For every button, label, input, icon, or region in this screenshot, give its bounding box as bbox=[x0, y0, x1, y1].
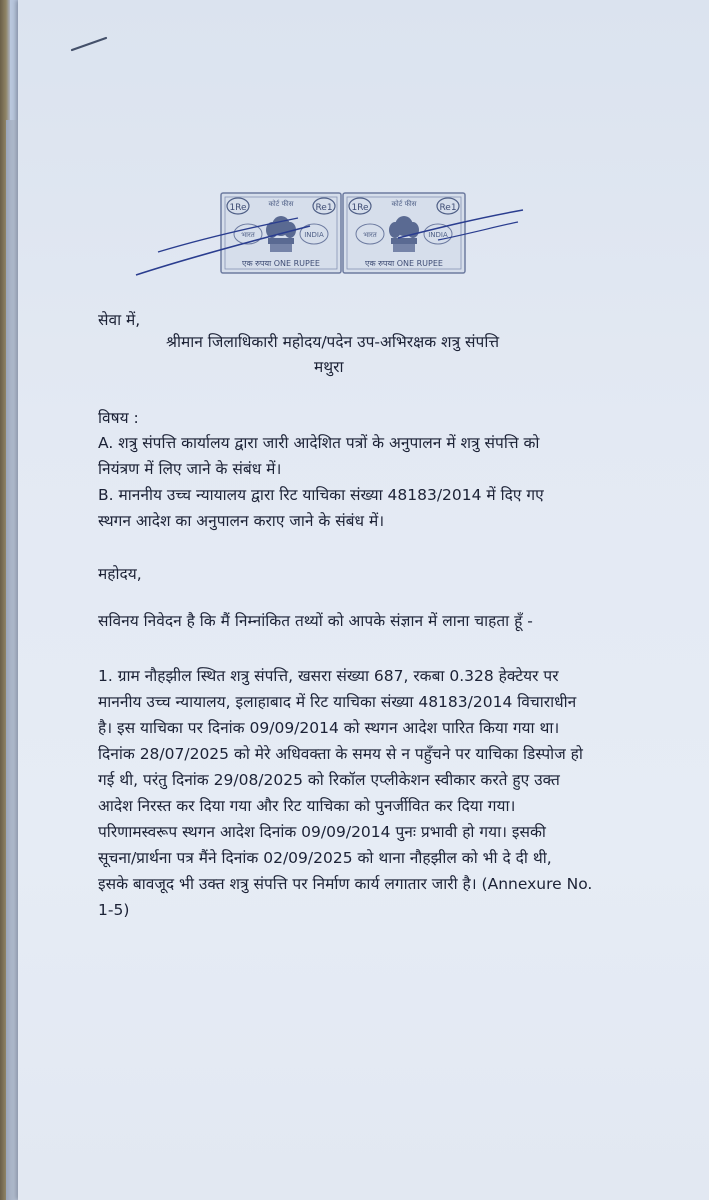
stamp-left-word: भारत bbox=[241, 231, 255, 239]
stamp-top-text: कोर्ट फीस bbox=[391, 200, 417, 208]
intro-paragraph: सविनय निवेदन है कि मैं निम्नांकित तथ्यों को आपके संज्ञान में लाना चाहता हूँ - bbox=[98, 612, 533, 630]
point-1-line: सूचना/प्रार्थना पत्र मैंने दिनांक 02/09/2025 को थाना नौहझील को भी दे दी थी, bbox=[98, 849, 552, 867]
stamp-denomination-right: Re1 bbox=[439, 203, 457, 213]
stamp-denomination-right: Re1 bbox=[315, 203, 333, 213]
stamp-right-word: INDIA bbox=[304, 231, 324, 239]
court-fee-stamp-2 bbox=[340, 190, 468, 276]
point-1-line: परिणामस्वरूप स्थगन आदेश दिनांक 09/09/2014 पुनः प्रभावी हो गया। इसकी bbox=[98, 823, 546, 841]
document-page bbox=[18, 0, 709, 1200]
point-1-line: इसके बावजूद भी उक्त शत्रु संपत्ति पर निर्माण कार्य लगातार जारी है। (Annexure No. bbox=[98, 875, 593, 893]
stamp-denomination-left: 1Re bbox=[229, 203, 247, 213]
point-1-line: दिनांक 28/07/2025 को मेरे अधिवक्ता के समय से न पहुँचने पर याचिका डिस्पोज हो bbox=[98, 745, 583, 763]
court-fee-stamp-1 bbox=[218, 190, 344, 276]
point-1-line: आदेश निरस्त कर दिया गया और रिट याचिका को पुनर्जीवित कर दिया गया। bbox=[98, 797, 516, 815]
point-1-line: माननीय उच्च न्यायालय, इलाहाबाद में रिट याचिका संख्या 48183/2014 विचाराधीन bbox=[98, 693, 577, 711]
stamp-denomination-left: 1Re bbox=[351, 203, 369, 213]
staple-mark bbox=[70, 34, 110, 54]
subject-label: विषय : bbox=[98, 409, 139, 427]
stamp-bottom-text: एक रुपया ONE RUPEE bbox=[242, 259, 320, 268]
subject-a-line-2: नियंत्रण में लिए जाने के संबंध में। bbox=[98, 460, 282, 478]
greeting: महोदय, bbox=[98, 565, 142, 583]
stamp-top-text: कोर्ट फीस bbox=[268, 200, 294, 208]
point-1-line: 1. ग्राम नौहझील स्थित शत्रु संपत्ति, खसरा संख्या 687, रकबा 0.328 हेक्टेयर पर bbox=[98, 667, 559, 685]
subject-a-line-1: A. शत्रु संपत्ति कार्यालय द्वारा जारी आदेशित पत्रों के अनुपालन में शत्रु संपत्ति को bbox=[98, 434, 540, 452]
stamp-bottom-text: एक रुपया ONE RUPEE bbox=[365, 259, 443, 268]
city: मथुरा bbox=[314, 358, 344, 376]
salutation-to: सेवा में, bbox=[98, 311, 141, 329]
point-1-line: गई थी, परंतु दिनांक 29/08/2025 को रिकॉल एप्लीकेशन स्वीकार करते हुए उक्त bbox=[98, 771, 560, 789]
point-1-line: है। इस याचिका पर दिनांक 09/09/2014 को स्थगन आदेश पारित किया गया था। bbox=[98, 719, 560, 737]
stamp-right-word: INDIA bbox=[428, 231, 448, 239]
subject-b-line-1: B. माननीय उच्च न्यायालय द्वारा रिट याचिका संख्या 48183/2014 में दिए गए bbox=[98, 486, 544, 504]
subject-b-line-2: स्थगन आदेश का अनुपालन कराए जाने के संबंध में। bbox=[98, 512, 385, 530]
point-1-line: 1-5) bbox=[98, 901, 130, 919]
addressee: श्रीमान जिलाधिकारी महोदय/पदेन उप-अभिरक्षक शत्रु संपत्ति bbox=[166, 333, 500, 351]
stamp-left-word: भारत bbox=[363, 231, 377, 239]
